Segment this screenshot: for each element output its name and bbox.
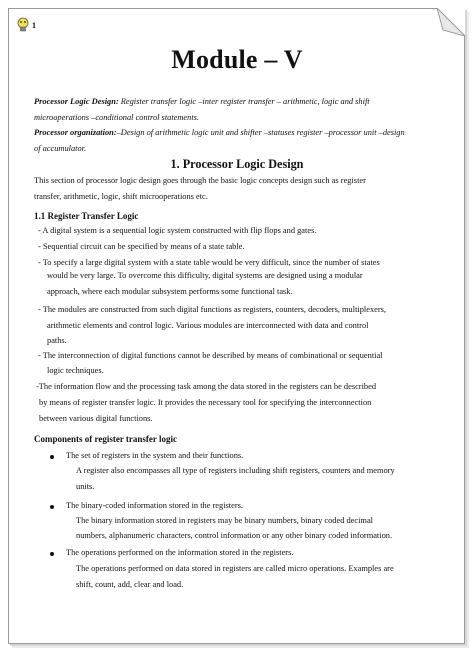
intro-paragraph: [34, 173, 439, 204]
intro-line: transfer, arithmetic, logic, shift microoperations etc.: [34, 191, 208, 201]
bullet-icon: [50, 505, 54, 509]
subsection-heading: 1.1 Register Transfer Logic: [34, 211, 139, 221]
logic-design-label: Processor Logic Design:: [34, 97, 119, 106]
section-heading: 1. Processor Logic Design: [170, 157, 304, 171]
component-desc: shift, count, add, clear and load.: [76, 580, 184, 589]
point-line: between various digital functions.: [39, 414, 153, 423]
processor-org-label: Processor organization:: [34, 128, 117, 137]
bulb-icon: [16, 17, 30, 33]
point-line: - The modules are constructed from such digital functions as registers, counters, decoders, multiplexers,: [38, 305, 387, 314]
component-title: The operations performed on the information stored in the registers.: [66, 548, 294, 557]
processor-org-text: –Design of arithmetic logic unit and shifter –statuses register –processor unit –design: [116, 128, 405, 137]
component-desc: The operations performed on data stored in registers are called micro operations. Examples are: [76, 564, 394, 573]
bullet-icon: [50, 455, 54, 459]
point-line: - A digital system is a sequential logic system constructed with flip flops and gates.: [38, 226, 317, 235]
component-desc: The binary information stored in registers may be binary numbers, binary coded decimal: [76, 516, 373, 525]
point-line: - To specify a large digital system with a state table would be very difficult, since the number of states: [38, 258, 380, 267]
component-title: The binary-coded information stored in the registers.: [66, 501, 243, 510]
point-line: by means of register transfer logic. It provides the necessary tool for specifying the interconnection: [39, 398, 372, 407]
point-line: arithmetic elements and control logic. Various modules are interconnected with data and control: [47, 321, 369, 330]
component-desc: A register also encompasses all type of registers including shift registers, counters and memory: [76, 466, 395, 475]
point-line: would be very large. To overcome this difficulty, digital systems are designed using a modular: [47, 271, 363, 280]
intro-line: This section of processor logic design goes through the basic logic concepts design such as register: [34, 176, 366, 185]
point-line: paths.: [47, 336, 67, 345]
point-line: - The interconnection of digital functions cannot be described by means of combinational or sequential: [38, 351, 383, 360]
logic-design-text-cont: microoperations –conditional control statements.: [34, 112, 200, 122]
point-line: -The information flow and the processing task among the data stored in the registers can be described: [36, 382, 377, 391]
page-number: 1: [32, 21, 36, 30]
page-title: Module – V: [171, 45, 303, 74]
bullet-icon: [50, 552, 54, 556]
point-line: - Sequential circuit can be specified by means of a state table.: [38, 242, 245, 251]
point-line: logic techniques.: [47, 366, 104, 375]
point-line: approach, where each modular subsystem performs some functional task.: [47, 287, 293, 296]
syllabus-block: [34, 94, 439, 156]
component-desc: numbers, alphanumeric characters, control information or any other binary coded information.: [76, 531, 393, 540]
components-heading: Components of register transfer logic: [34, 434, 177, 444]
logic-design-text: Register transfer logic –inter register transfer – arithmetic, logic and shift: [118, 97, 370, 106]
component-desc: units.: [76, 482, 95, 491]
page-fold-icon: [437, 8, 465, 36]
processor-org-text-cont: of accumulator.: [34, 143, 87, 153]
component-title: The set of registers in the system and their functions.: [66, 451, 244, 460]
